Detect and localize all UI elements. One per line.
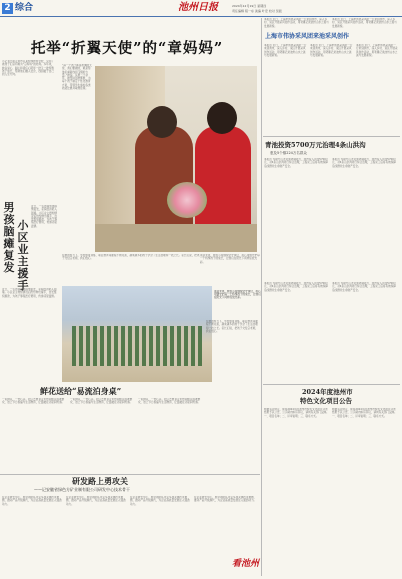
sidebar-body-continued: 近日，一名患病男孩病情复发，家庭经济陷入困境。小区业主得知情况后纷纷伸出援手，自发组织捐款，为孩子筹集医疗费用，传递邻里温情。 bbox=[2, 288, 57, 298]
page-number-badge: 2 bbox=[2, 3, 13, 14]
editor-line: 责任编辑 程一东 美编 叶宏 校对 吴振 bbox=[232, 9, 282, 13]
story-research-title: 研发路上勇攻关 bbox=[72, 476, 128, 486]
notice-body-a: 根据有关规定，现将2024年度池州市特色文化项目评选结果予以公告，公示期内如有异议，请向有关部门反映。一、项目名单；二、评审说明；三、联系方式。 bbox=[264, 408, 329, 418]
story-research-body-1: 在企业研发中心，他带领团队攻克多项关键技术难题，推动产品升级换代，为企业高质量发展注入强劲动力。 bbox=[2, 496, 62, 506]
article-column-3: 在她的努力下，学校康复训练、职业教育等课程不断完善，越来越多的孩子学会了生活自理和一技之长。家长们说，把孩子交给章老师，我们放心。 bbox=[62, 254, 200, 261]
right-body-2b: 本报讯 为提升山洪灾害防御能力，我市投入资金5700万元，对4条山洪沟进行综合治理，工程完工后将有效保障沿线群众生命财产安全。 bbox=[332, 158, 397, 168]
notice-title-2: 特色文化项目公告 bbox=[300, 397, 352, 405]
right-headline-1: 上海市伟协采风团来池采风创作 bbox=[265, 33, 350, 40]
main-headline: 托举“折翼天使”的“章妈妈” bbox=[30, 40, 224, 57]
story-fresh-title: 鲜花送给“易流泊身桌” bbox=[40, 386, 122, 396]
parade-crowd bbox=[72, 326, 202, 366]
newspaper-logo: 池州日报 bbox=[178, 2, 218, 13]
right-body-2a: 本报讯 为提升山洪灾害防御能力，我市投入资金5700万元，对4条山洪沟进行综合治理，工程完工后将有效保障沿线群众生命财产安全。 bbox=[264, 158, 329, 168]
flower-bouquet bbox=[167, 182, 207, 218]
sidebar-title-2: 小区业主援手 bbox=[17, 219, 29, 292]
notice-body-b: 根据有关规定，现将2024年度池州市特色文化项目评选结果予以公告，公示期内如有异议，请向有关部门反映。一、项目名单；二、评审说明；三、联系方式。 bbox=[332, 408, 397, 418]
section-title: 综合 bbox=[15, 3, 34, 13]
date-line: 2024年12月19日 星期四 bbox=[232, 4, 267, 8]
volunteer-head bbox=[207, 102, 237, 134]
photo-caption: 谈起未来，她表示将继续坚守岗位，用心用情守护每一个特殊孩子的成长，让他们在阳光下同样绽放光彩。 bbox=[214, 290, 261, 300]
notice-title-1: 2024年度池州市 bbox=[302, 388, 353, 396]
right-top-text-2: 本报讯 近日，上海市伟协采风团一行来到我市，深入乡村、景区开展采风创作活动，用笔墨记录池州山水之美与发展新貌。 bbox=[332, 18, 397, 28]
right-body-1a: 本报讯 近日，上海市伟协采风团一行来到我市，深入乡村、景区开展采风创作活动，用笔墨记录池州山水之美与发展新貌。 bbox=[264, 44, 307, 57]
article-photo-parade bbox=[62, 286, 212, 382]
right-headline-2: 青池投资5700万元治理4条山洪沟 bbox=[265, 141, 366, 149]
right-top-text-1: 本报讯 近日，上海市伟协采风团一行来到我市，深入乡村、景区开展采风创作活动，用笔墨记录池州山水之美与发展新貌。 bbox=[264, 18, 329, 28]
right-body-1b: 本报讯 近日，上海市伟协采风团一行来到我市，深入乡村、景区开展采风创作活动，用笔墨记录池州山水之美与发展新貌。 bbox=[310, 44, 353, 57]
story-research-body-3: 在企业研发中心，他带领团队攻克多项关键技术难题，推动产品升级换代，为企业高质量发展注入强劲动力。 bbox=[130, 496, 190, 506]
desk bbox=[95, 224, 257, 252]
story-research-body-2: 在企业研发中心，他带领团队攻克多项关键技术难题，推动产品升级换代，为企业高质量发展注入强劲动力。 bbox=[66, 496, 126, 506]
story-research-body-4: 在企业研发中心，他带领团队攻克多项关键技术难题，推动产品升级换代，为企业高质量发展注入强劲动力。 bbox=[194, 496, 257, 503]
article-column-2: “每一个孩子都是折翼的天使，我们要做的，就是帮他们重新找到飞翔的力量。”她说。从教二十余年，她坚持因材施教，为每个孩子制定个性化教育方案，带领学生参加各类技能比赛并取得佳绩。 bbox=[62, 64, 92, 91]
right-body-2c: 本报讯 为提升山洪灾害防御能力，我市投入资金5700万元，对4条山洪沟进行综合治理，工程完工后将有效保障沿线群众生命财产安全。 bbox=[264, 282, 329, 292]
story-fresh-body-3: 一束鲜花，一份心意。社区志愿者走访慰问辖区困难群众，送上节日祝福与生活物资，让温暖在邻里间传递。 bbox=[138, 398, 201, 405]
footer-decoration: 看池州 bbox=[232, 559, 260, 569]
column-divider bbox=[261, 18, 262, 576]
divider-notice bbox=[263, 384, 400, 385]
left-column-text: 小记者日前走进市区某特殊教育学校，见到了被孩子们亲切称为“章妈妈”的老师。多年来，她以爱心、耐心和责任心陪伴一批又一批特殊孩子成长，帮助他们融入社会，找到属于自己的人生方向。 bbox=[2, 60, 54, 77]
story-research-subtitle: ——记安徽省绿色方矿业制有限公司研发中心技术骨干 bbox=[34, 487, 130, 492]
divider-research bbox=[0, 474, 260, 475]
sidebar-title-1: 男孩脑瘫复发 bbox=[3, 201, 15, 274]
right-body-2d: 本报讯 为提升山洪灾害防御能力，我市投入资金5700万元，对4条山洪沟进行综合治理，工程完工后将有效保障沿线群众生命财产安全。 bbox=[332, 282, 397, 292]
article-photo-award bbox=[95, 66, 257, 252]
divider-right-1 bbox=[263, 136, 400, 137]
story-fresh-body-2: 一束鲜花，一份心意。社区志愿者走访慰问辖区困难群众，送上节日祝福与生活物资，让温暖在邻里间传递。 bbox=[70, 398, 133, 405]
header-rule bbox=[0, 16, 402, 17]
teacher-head bbox=[147, 106, 177, 138]
right-subhead-2: 惠及5个镇224万名群众 bbox=[270, 151, 307, 155]
article-column-4: 谈起未来，她表示将继续坚守岗位，用心用情守护每一个特殊孩子的成长，让他们在阳光下同样绽放光彩。 bbox=[200, 254, 260, 264]
sidebar-body: 近日，一名患病男孩病情复发，家庭经济陷入困境。小区业主得知情况后纷纷伸出援手，自发组织捐款，为孩子筹集医疗费用，传递邻里温情。 bbox=[31, 205, 57, 228]
story-fresh-body-1: 一束鲜花，一份心意。社区志愿者走访慰问辖区困难群众，送上节日祝福与生活物资，让温暖在邻里间传递。 bbox=[2, 398, 65, 405]
main-article-tail: 在她的努力下，学校康复训练、职业教育等课程不断完善，越来越多的孩子学会了生活自理和一技之长。家长们说，把孩子交给章老师，我们放心。 bbox=[206, 320, 258, 333]
right-body-1c: 本报讯 近日，上海市伟协采风团一行来到我市，深入乡村、景区开展采风创作活动，用笔墨记录池州山水之美与发展新貌。 bbox=[356, 44, 398, 57]
sidebar-byline bbox=[3, 196, 55, 200]
